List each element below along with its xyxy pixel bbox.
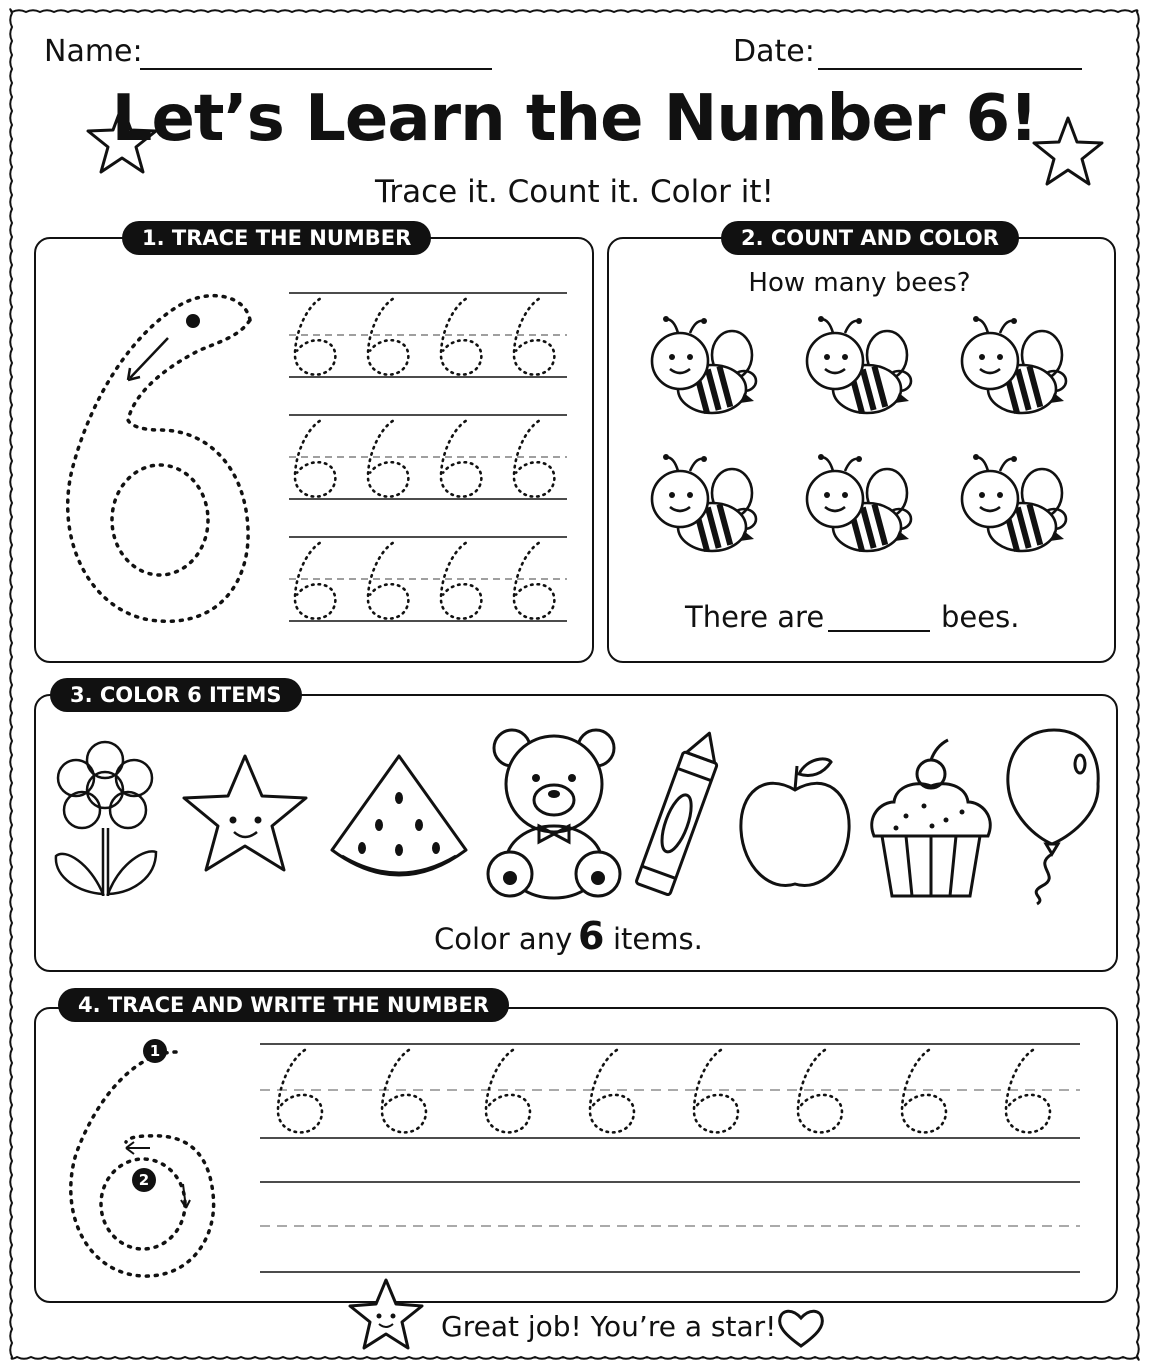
write-practice-rows[interactable]: [256, 1036, 1086, 1286]
trace-six[interactable]: [368, 299, 408, 375]
trace-six[interactable]: [441, 543, 481, 619]
trace-six[interactable]: [368, 421, 408, 497]
trace-six[interactable]: [486, 1050, 530, 1132]
trace-six[interactable]: [590, 1050, 634, 1132]
balloon-icon[interactable]: [1002, 726, 1112, 906]
color-instruction-suffix: items.: [613, 922, 703, 956]
trace-six[interactable]: [278, 1050, 322, 1132]
bee-grid[interactable]: [620, 305, 1100, 605]
trace-practice-rows[interactable]: [285, 285, 575, 625]
trace-six[interactable]: [295, 421, 335, 497]
step-2-badge: 2: [138, 1171, 150, 1189]
trace-six[interactable]: [368, 543, 408, 619]
watermelon-icon[interactable]: [324, 750, 474, 890]
step-1-badge: 1: [149, 1042, 161, 1060]
heart-icon: [776, 1306, 826, 1350]
date-label: Date:: [733, 34, 815, 69]
trace-six[interactable]: [382, 1050, 426, 1132]
apple-icon[interactable]: [735, 752, 855, 902]
crayon-icon[interactable]: [630, 724, 730, 904]
trace-six[interactable]: [514, 299, 554, 375]
trace-six[interactable]: [694, 1050, 738, 1132]
trace-six[interactable]: [1006, 1050, 1050, 1132]
bee-icon[interactable]: [962, 454, 1066, 552]
trace-six[interactable]: [514, 543, 554, 619]
bees-question: How many bees?: [748, 268, 971, 298]
page-title: Let’s Learn the Number 6!: [111, 82, 1038, 156]
trace-six[interactable]: [902, 1050, 946, 1132]
trace-number-heading: 1. TRACE THE NUMBER: [122, 221, 431, 255]
bee-icon[interactable]: [652, 454, 756, 552]
teddy-bear-icon[interactable]: [484, 722, 624, 902]
color-instruction-prefix: Color any: [434, 922, 573, 956]
page-subtitle: Trace it. Count it. Color it!: [375, 174, 774, 210]
trace-six[interactable]: [295, 543, 335, 619]
bee-icon[interactable]: [807, 316, 911, 414]
count-color-heading: 2. COUNT AND COLOR: [721, 221, 1019, 255]
name-label: Name:: [44, 34, 143, 69]
trace-write-heading: 4. TRACE AND WRITE THE NUMBER: [58, 988, 509, 1022]
answer-suffix: bees.: [941, 600, 1020, 634]
bee-icon[interactable]: [807, 454, 911, 552]
cupcake-icon[interactable]: [866, 736, 996, 906]
answer-prefix: There are: [685, 600, 825, 634]
trace-six[interactable]: [441, 421, 481, 497]
flower-icon[interactable]: [50, 738, 160, 898]
six-stroke-guide[interactable]: [58, 1034, 228, 1284]
color-items-heading: 3. COLOR 6 ITEMS: [50, 678, 302, 712]
trace-six[interactable]: [295, 299, 335, 375]
bee-icon[interactable]: [962, 316, 1066, 414]
date-field[interactable]: [818, 68, 1082, 70]
color-instruction-number: 6: [578, 914, 605, 958]
trace-six[interactable]: [514, 421, 554, 497]
big-six-tracing[interactable]: [50, 280, 290, 640]
footer-message: Great job! You’re a star!: [441, 1310, 777, 1343]
name-field[interactable]: [140, 68, 492, 70]
bee-icon[interactable]: [652, 316, 756, 414]
footer-star-icon: [344, 1276, 428, 1354]
smiling-star-icon[interactable]: [178, 750, 313, 885]
trace-six[interactable]: [798, 1050, 842, 1132]
trace-six[interactable]: [441, 299, 481, 375]
bee-count-answer-field[interactable]: [828, 630, 930, 632]
